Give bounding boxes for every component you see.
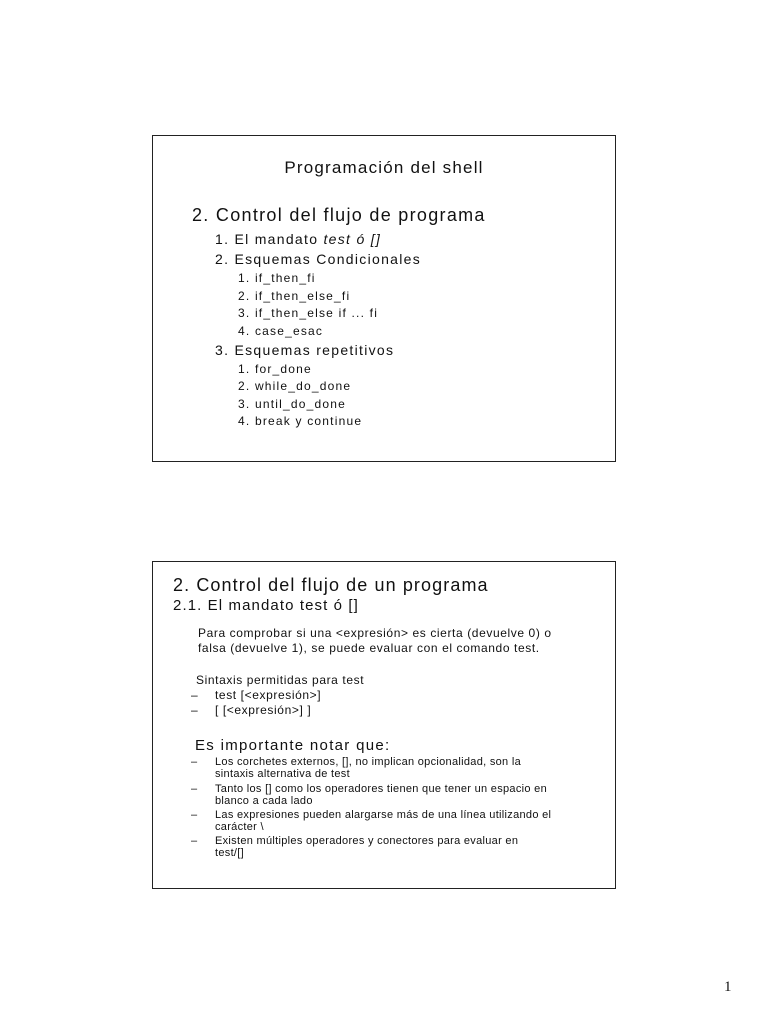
- note-line: blanco a cada lado: [215, 795, 313, 807]
- list-item: [215, 231, 381, 247]
- bullet-dash: –: [191, 756, 198, 768]
- sub-list-item: 2. if_then_else_fi: [238, 289, 351, 303]
- slide-2: [152, 561, 616, 889]
- syntax-item: [191, 703, 312, 717]
- paragraph-line: falsa (devuelve 1), se puede evaluar con el comando test.: [198, 641, 540, 655]
- list-item-text: 1. El mandato: [215, 231, 324, 247]
- notes-title: Es importante notar que:: [195, 737, 391, 754]
- note-line: test/[]: [215, 847, 244, 859]
- sub-list-item: 1. for_done: [238, 362, 312, 376]
- bullet-dash: –: [191, 688, 199, 702]
- sub-list-item: 4. break y continue: [238, 414, 363, 428]
- note-line: Existen múltiples operadores y conectores para evaluar en: [215, 835, 519, 847]
- syntax-text: test [<expresión>]: [215, 688, 322, 702]
- note-item: [191, 835, 519, 859]
- note-line: Las expresiones pueden alargarse más de una línea utilizando el: [215, 809, 552, 821]
- list-item: 2. Esquemas Condicionales: [215, 251, 422, 267]
- note-item: [191, 756, 521, 780]
- syntax-title: Sintaxis permitidas para test: [196, 673, 365, 687]
- list-item: 3. Esquemas repetitivos: [215, 342, 395, 358]
- sub-list-item: 3. if_then_else if ... fi: [238, 306, 379, 320]
- section-heading: 2. Control del flujo de programa: [192, 205, 486, 225]
- note-line: Tanto los [] como los operadores tienen que tener un espacio en: [215, 783, 547, 795]
- intro-paragraph: [198, 626, 552, 656]
- slide-1: [152, 135, 616, 462]
- list-item-emphasis: test ó []: [323, 231, 382, 247]
- note-item: [191, 783, 547, 807]
- slide-title: Programación del shell: [284, 158, 484, 177]
- sub-list-item: 2. while_do_done: [238, 379, 352, 393]
- note-item: [191, 809, 552, 833]
- syntax-item: [191, 688, 322, 702]
- note-line: Los corchetes externos, [], no implican opcionalidad, son la: [215, 756, 521, 768]
- sub-list-item: 1. if_then_fi: [238, 271, 316, 285]
- paragraph-line: Para comprobar si una <expresión> es cierta (devuelve 0) o: [198, 626, 552, 640]
- bullet-dash: –: [191, 783, 198, 795]
- sub-list-item: 4. case_esac: [238, 324, 324, 338]
- slide-subtitle: 2.1. El mandato test ó []: [173, 597, 359, 614]
- bullet-dash: –: [191, 835, 198, 847]
- syntax-text: [ [<expresión>] ]: [215, 703, 312, 717]
- bullet-dash: –: [191, 703, 199, 717]
- sub-list-item: 3. until_do_done: [238, 397, 346, 411]
- bullet-dash: –: [191, 809, 198, 821]
- note-line: sintaxis alternativa de test: [215, 768, 350, 780]
- note-line: carácter \: [215, 821, 264, 833]
- slide-title: 2. Control del flujo de un programa: [173, 575, 489, 595]
- page-number: 1: [724, 979, 732, 995]
